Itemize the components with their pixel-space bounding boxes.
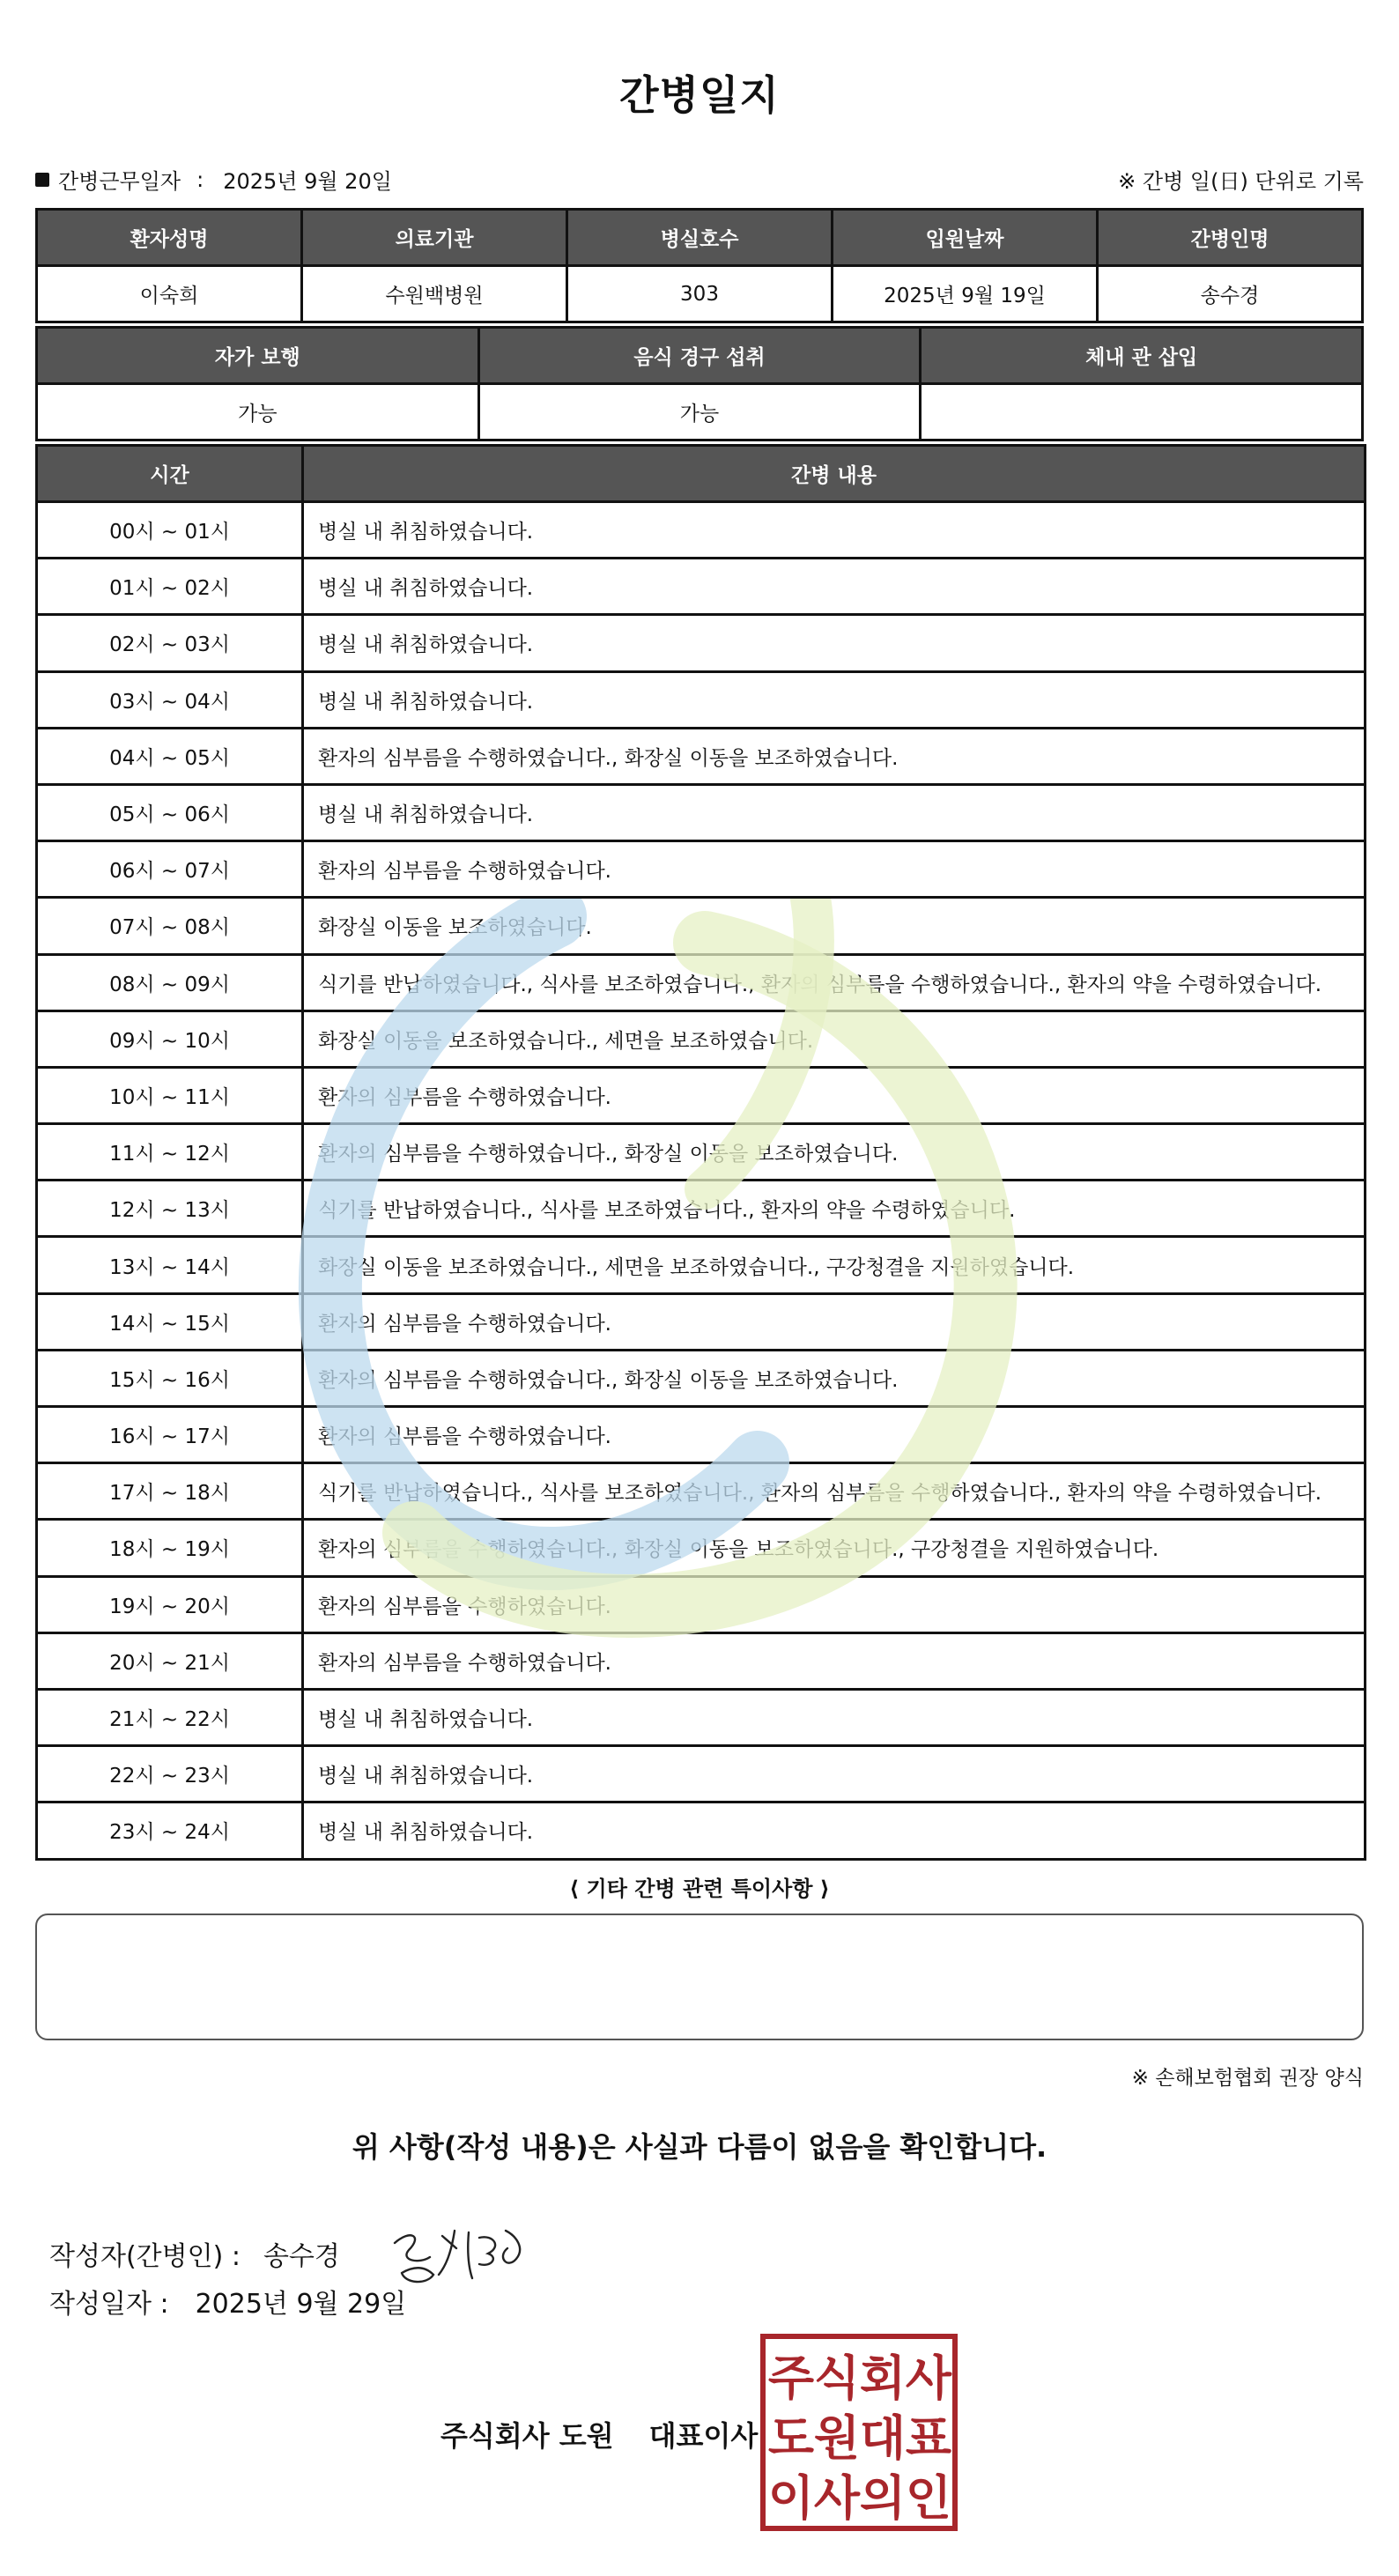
log-time-cell: 14시 ~ 15시 <box>37 1293 303 1350</box>
work-date-colon: : <box>196 167 204 192</box>
log-content-cell: 식기를 반납하였습니다., 식사를 보조하였습니다., 환자의 약을 수령하였습니다. <box>303 1181 1366 1237</box>
admission-date: 2025년 9월 19일 <box>833 266 1098 322</box>
room-number: 303 <box>567 266 833 322</box>
remarks-box <box>35 1913 1364 2040</box>
patient-status-table <box>35 326 1364 441</box>
log-content-cell: 병실 내 취침하였습니다. <box>303 502 1366 559</box>
log-time-cell: 21시 ~ 22시 <box>37 1689 303 1745</box>
table-row <box>37 1576 1366 1632</box>
log-content-cell: 환자의 심부름을 수행하였습니다., 화장실 이동을 보조하였습니다., 구강청결을 지원하였습니다. <box>303 1520 1366 1576</box>
log-content-cell: 병실 내 취침하였습니다. <box>303 1802 1366 1859</box>
company-signoff <box>440 2414 758 2454</box>
seal-glyph: 사 <box>813 2470 861 2526</box>
table-row <box>37 1746 1366 1802</box>
seal-glyph: 의 <box>859 2470 907 2526</box>
log-time-cell: 00시 ~ 01시 <box>37 502 303 559</box>
log-time-cell: 15시 ~ 16시 <box>37 1350 303 1406</box>
log-time-cell: 08시 ~ 09시 <box>37 954 303 1010</box>
company-name: 주식회사 도원 <box>440 2419 614 2453</box>
oral-intake-value: 가능 <box>478 384 921 440</box>
log-content-cell: 병실 내 취침하였습니다. <box>303 1746 1366 1802</box>
table-row <box>37 1520 1366 1576</box>
meta-row <box>35 164 1364 194</box>
writer-row <box>49 2218 534 2289</box>
log-time-cell: 01시 ~ 02시 <box>37 559 303 615</box>
write-date-row <box>49 2282 406 2321</box>
table-row <box>37 502 1366 559</box>
write-date-label: 작성일자 : <box>49 2289 169 2320</box>
patient-name: 이숙희 <box>37 266 302 322</box>
log-time-cell: 16시 ~ 17시 <box>37 1407 303 1463</box>
patient-info-table <box>35 208 1364 323</box>
hospital-name: 수원백병원 <box>302 266 567 322</box>
table-row <box>37 728 1366 784</box>
write-date-value: 2025년 9월 29일 <box>195 2289 407 2320</box>
seal-glyph: 표 <box>905 2410 952 2466</box>
log-time-cell: 03시 ~ 04시 <box>37 671 303 728</box>
log-content-cell: 식기를 반납하였습니다., 식사를 보조하였습니다., 환자의 심부름을 수행하였습니다., 환자의 약을 수령하였습니다. <box>303 1463 1366 1520</box>
square-bullet-icon <box>35 173 49 187</box>
care-log-table <box>35 444 1366 1861</box>
handwritten-signature-icon <box>384 2218 534 2289</box>
log-time-cell: 13시 ~ 14시 <box>37 1237 303 1293</box>
table-row <box>37 1632 1366 1689</box>
header-caregiver-name: 간병인명 <box>1098 210 1363 266</box>
log-time-cell: 07시 ~ 08시 <box>37 898 303 954</box>
log-content-cell: 병실 내 취침하였습니다. <box>303 1689 1366 1745</box>
table-row <box>37 1237 1366 1293</box>
log-content-cell: 병실 내 취침하였습니다. <box>303 671 1366 728</box>
seal-glyph: 이 <box>767 2470 815 2526</box>
log-time-cell: 04시 ~ 05시 <box>37 728 303 784</box>
table-row <box>37 954 1366 1010</box>
log-content-cell: 병실 내 취침하였습니다. <box>303 615 1366 671</box>
table-row <box>37 1181 1366 1237</box>
log-time-cell: 06시 ~ 07시 <box>37 841 303 898</box>
table-row <box>37 784 1366 840</box>
log-content-cell: 환자의 심부름을 수행하였습니다., 화장실 이동을 보조하였습니다. <box>303 1350 1366 1406</box>
log-content-cell: 병실 내 취침하였습니다. <box>303 784 1366 840</box>
log-time-cell: 19시 ~ 20시 <box>37 1576 303 1632</box>
table-row <box>37 1067 1366 1123</box>
table-row <box>37 1124 1366 1181</box>
log-time-cell: 22시 ~ 23시 <box>37 1746 303 1802</box>
caregiver-name: 송수경 <box>1098 266 1363 322</box>
work-date <box>35 164 392 195</box>
writer-name: 송수경 <box>263 2241 340 2272</box>
table-row <box>37 1293 1366 1350</box>
header-room-number: 병실호수 <box>567 210 833 266</box>
log-content-cell: 병실 내 취침하였습니다. <box>303 559 1366 615</box>
header-self-walking: 자가 보행 <box>37 328 479 384</box>
log-time-cell: 11시 ~ 12시 <box>37 1124 303 1181</box>
confirmation-statement: 위 사항(작성 내용)은 사실과 다름이 없음을 확인합니다. <box>352 2130 1047 2164</box>
seal-glyph: 사 <box>905 2350 952 2406</box>
company-seal-icon <box>759 2333 959 2532</box>
table-row <box>37 615 1366 671</box>
tube-insertion-value <box>921 384 1363 440</box>
table-row <box>37 1010 1366 1067</box>
table-row <box>37 1689 1366 1745</box>
log-time-cell: 20시 ~ 21시 <box>37 1632 303 1689</box>
log-time-cell: 09시 ~ 10시 <box>37 1010 303 1067</box>
header-oral-intake: 음식 경구 섭취 <box>478 328 921 384</box>
company-ceo-title: 대표이사 <box>648 2419 759 2453</box>
table-row <box>37 841 1366 898</box>
table-row <box>37 898 1366 954</box>
seal-glyph: 회 <box>859 2350 907 2406</box>
log-content-cell: 환자의 심부름을 수행하였습니다., 화장실 이동을 보조하였습니다. <box>303 728 1366 784</box>
header-tube-insertion: 체내 관 삽입 <box>921 328 1363 384</box>
log-time-cell: 17시 ~ 18시 <box>37 1463 303 1520</box>
seal-glyph: 원 <box>813 2410 861 2466</box>
log-time-cell: 05시 ~ 06시 <box>37 784 303 840</box>
seal-glyph: 인 <box>905 2470 952 2526</box>
table-row <box>37 559 1366 615</box>
table-row <box>37 671 1366 728</box>
header-care-content: 간병 내용 <box>303 446 1366 502</box>
log-time-cell: 23시 ~ 24시 <box>37 1802 303 1859</box>
work-date-value: 2025년 9월 20일 <box>223 169 392 194</box>
header-patient-name: 환자성명 <box>37 210 302 266</box>
log-time-cell: 18시 ~ 19시 <box>37 1520 303 1576</box>
log-content-cell: 환자의 심부름을 수행하였습니다. <box>303 1576 1366 1632</box>
log-content-cell: 환자의 심부름을 수행하였습니다. <box>303 1293 1366 1350</box>
page-title: 간병일지 <box>619 71 780 119</box>
log-content-cell: 환자의 심부름을 수행하였습니다. <box>303 841 1366 898</box>
log-content-cell: 환자의 심부름을 수행하였습니다. <box>303 1407 1366 1463</box>
header-admission-date: 입원날짜 <box>833 210 1098 266</box>
log-content-cell: 화장실 이동을 보조하였습니다., 세면을 보조하였습니다., 구강청결을 지원하였습니다. <box>303 1237 1366 1293</box>
log-time-cell: 02시 ~ 03시 <box>37 615 303 671</box>
log-content-cell: 식기를 반납하였습니다., 식사를 보조하였습니다., 환자의 심부름을 수행하였습니다., 환자의 약을 수령하였습니다. <box>303 954 1366 1010</box>
work-date-label: 간병근무일자 <box>58 169 181 194</box>
form-note: ※ 손해보험협회 권장 양식 <box>1131 2067 1364 2090</box>
seal-glyph: 주 <box>767 2350 815 2406</box>
remarks-title: ⟨ 기타 간병 관련 특이사항 ⟩ <box>569 1876 830 1901</box>
table-row <box>37 1407 1366 1463</box>
self-walking-value: 가능 <box>37 384 479 440</box>
seal-glyph: 식 <box>813 2350 861 2406</box>
log-time-cell: 10시 ~ 11시 <box>37 1067 303 1123</box>
log-content-cell: 환자의 심부름을 수행하였습니다., 화장실 이동을 보조하였습니다. <box>303 1124 1366 1181</box>
header-time: 시간 <box>37 446 303 502</box>
log-content-cell: 화장실 이동을 보조하였습니다. <box>303 898 1366 954</box>
seal-glyph: 도 <box>767 2410 815 2466</box>
writer-label: 작성자(간병인) : <box>49 2241 241 2272</box>
log-time-cell: 12시 ~ 13시 <box>37 1181 303 1237</box>
log-content-cell: 환자의 심부름을 수행하였습니다. <box>303 1067 1366 1123</box>
seal-glyph: 대 <box>859 2410 907 2466</box>
log-content-cell: 화장실 이동을 보조하였습니다., 세면을 보조하였습니다. <box>303 1010 1366 1067</box>
table-row <box>37 1463 1366 1520</box>
table-row <box>37 1802 1366 1859</box>
unit-note: ※ 간병 일(日) 단위로 기록 <box>1118 169 1364 194</box>
table-row <box>37 1350 1366 1406</box>
log-content-cell: 환자의 심부름을 수행하였습니다. <box>303 1632 1366 1689</box>
header-hospital: 의료기관 <box>302 210 567 266</box>
